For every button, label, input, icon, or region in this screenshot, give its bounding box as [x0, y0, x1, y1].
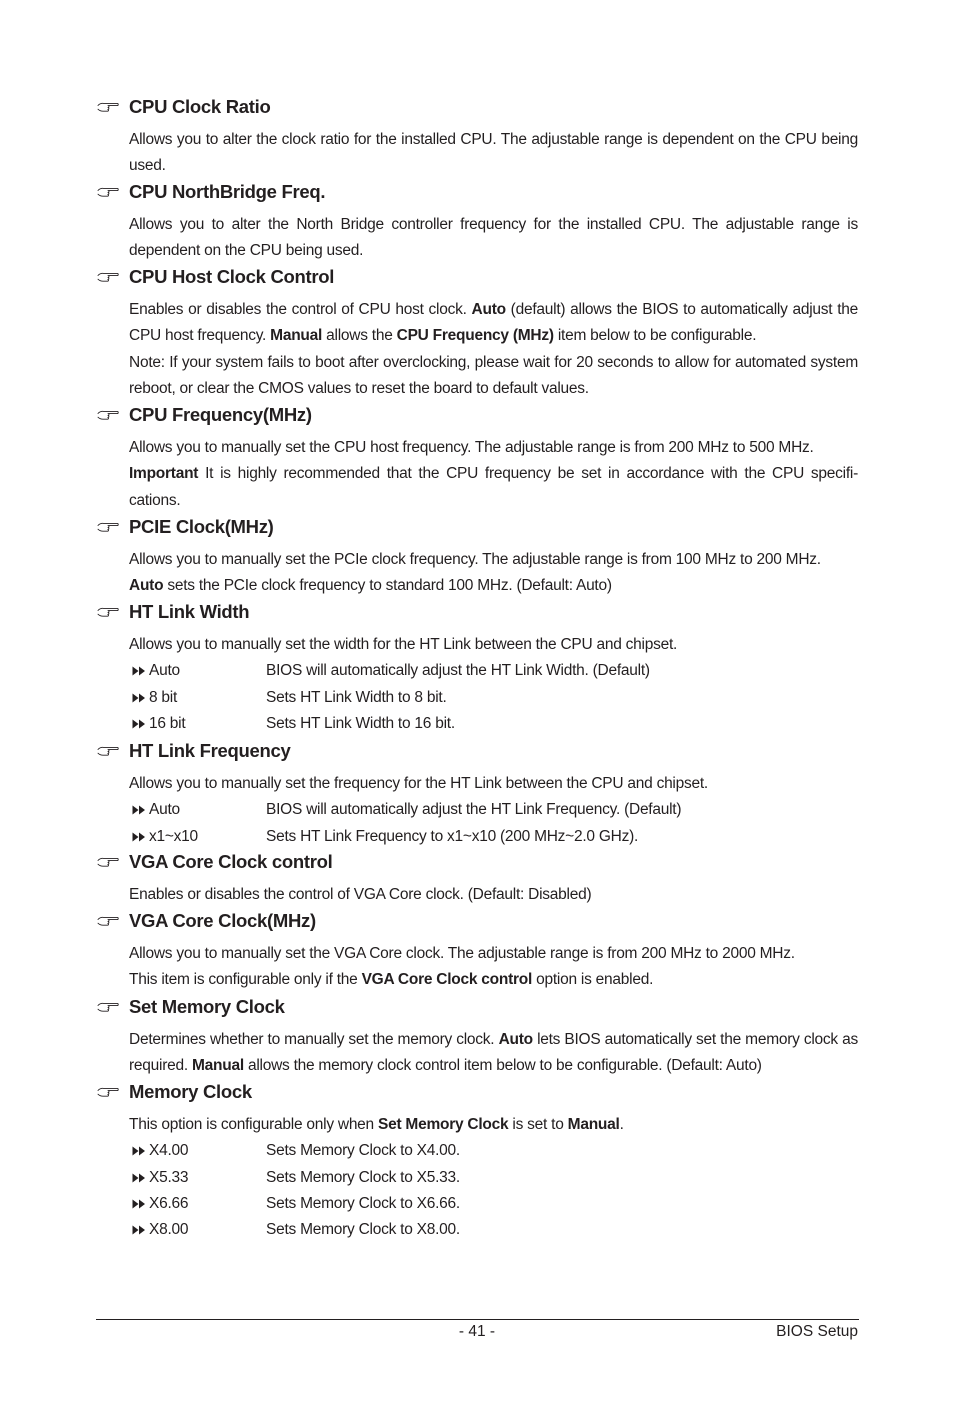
- description-paragraph: [129, 435, 858, 461]
- setting-heading: [97, 851, 858, 873]
- text-run: option is enabled.: [532, 971, 654, 989]
- pointing-hand-icon: [97, 913, 119, 927]
- option-row: [129, 797, 858, 823]
- text-run: This option is configurable only when: [129, 1116, 378, 1133]
- double-arrow-icon: [132, 666, 146, 676]
- option-row: [129, 711, 858, 737]
- description-paragraph: [129, 941, 858, 967]
- setting-section: [97, 740, 858, 850]
- text-run: Allows you to alter the clock ratio for the installed CPU. The adjustable range is dependent on the CPU being used.: [129, 131, 858, 175]
- setting-heading: [97, 181, 858, 203]
- pointing-hand-icon: [97, 184, 119, 198]
- option-value: X8.00: [149, 1221, 189, 1239]
- text-run: Allows you to manually set the width for the HT Link between the CPU and chipset.: [129, 636, 678, 653]
- bold-term: VGA Core Clock control: [361, 971, 533, 989]
- setting-description: [129, 882, 858, 908]
- double-arrow-icon: [132, 1225, 146, 1235]
- option-description: Sets Memory Clock to X8.00.: [266, 1221, 460, 1239]
- pointing-hand-icon: [97, 604, 119, 618]
- text-run: This item is configurable only if the: [129, 971, 362, 989]
- setting-title: CPU NorthBridge Freq.: [129, 181, 326, 202]
- option-value: X6.66: [149, 1194, 189, 1212]
- setting-title: VGA Core Clock(MHz): [129, 910, 316, 931]
- pointing-hand-icon: [97, 854, 119, 868]
- option-row: [129, 1165, 858, 1191]
- option-value: Auto: [149, 662, 180, 680]
- option-description: Sets Memory Clock to X4.00.: [266, 1142, 460, 1160]
- pointing-hand-icon: [97, 99, 119, 113]
- setting-heading: [97, 996, 858, 1018]
- setting-description: [129, 632, 858, 737]
- setting-description: [129, 771, 858, 850]
- bold-term: Manual: [191, 1057, 244, 1075]
- option-description: BIOS will automatically adjust the HT Link Frequency. (Default): [266, 801, 682, 819]
- text-run: It is highly recommended that the CPU frequency be set in accordance with the CPU specifi-cations.: [129, 465, 858, 509]
- double-arrow-icon: [132, 693, 146, 703]
- description-paragraph: [129, 212, 858, 265]
- text-run: Note: If your system fails to boot after overclocking, please wait for 20 seconds to allow for automated system reboot, or clear the CMOS values to reset the board to default values.: [129, 353, 858, 397]
- setting-title: Memory Clock: [129, 1081, 252, 1102]
- text-run: (default) allows the BIOS to automatically adjust the CPU host frequency.: [129, 301, 859, 345]
- option-description: Sets HT Link Width to 8 bit.: [266, 688, 447, 706]
- page-number: - 41 -: [458, 1323, 496, 1340]
- bold-term: Manual: [270, 327, 323, 345]
- option-row: [129, 1191, 858, 1217]
- double-arrow-icon: [132, 805, 146, 815]
- option-description: Sets Memory Clock to X6.66.: [266, 1194, 460, 1212]
- setting-section: [97, 96, 858, 180]
- bold-term: Auto: [471, 301, 506, 318]
- setting-heading: [97, 516, 858, 538]
- bold-term: Auto: [129, 577, 164, 595]
- setting-section: [97, 516, 858, 600]
- description-paragraph: [129, 771, 858, 797]
- option-row: [129, 685, 858, 711]
- description-paragraph: [129, 882, 858, 908]
- double-arrow-icon: [132, 719, 146, 729]
- option-value: 16 bit: [149, 714, 186, 732]
- description-paragraph: [129, 350, 858, 403]
- setting-title: CPU Host Clock Control: [129, 266, 335, 287]
- setting-title: HT Link Width: [129, 601, 250, 622]
- setting-section: [97, 181, 858, 265]
- option-description: Sets Memory Clock to X5.33.: [266, 1168, 460, 1186]
- description-paragraph: [129, 297, 858, 350]
- text-run: Allows you to alter the North Bridge controller frequency for the installed CPU. The adjustable range is dependent on the CPU being used.: [129, 216, 858, 260]
- option-description: BIOS will automatically adjust the HT Link Width. (Default): [266, 662, 650, 680]
- option-value: x1~x10: [149, 827, 198, 845]
- description-paragraph: [129, 1027, 858, 1080]
- option-value: X4.00: [149, 1142, 189, 1160]
- setting-section: [97, 1081, 858, 1243]
- description-paragraph: [129, 573, 858, 599]
- setting-heading: [97, 740, 858, 762]
- option-row: [129, 1138, 858, 1164]
- setting-section: [97, 404, 858, 514]
- setting-heading: [97, 266, 858, 288]
- double-arrow-icon: [132, 1146, 146, 1156]
- footer-section-name: BIOS Setup: [776, 1323, 858, 1340]
- text-run: Allows you to manually set the frequency for the HT Link between the CPU and chipset.: [129, 775, 708, 792]
- setting-description: [129, 1112, 858, 1243]
- text-run: allows the memory clock control item below to be configurable. (Default: Auto): [243, 1057, 762, 1075]
- setting-title: CPU Clock Ratio: [129, 96, 271, 117]
- setting-heading: [97, 1081, 858, 1103]
- description-paragraph: [129, 1112, 858, 1138]
- double-arrow-icon: [132, 1199, 146, 1209]
- text-run: item below to be configurable.: [553, 327, 757, 345]
- bold-term: Set Memory Clock: [377, 1116, 509, 1133]
- setting-section: [97, 266, 858, 402]
- bold-term: Manual: [567, 1116, 620, 1133]
- pointing-hand-icon: [97, 1084, 119, 1098]
- option-row: [129, 1217, 858, 1243]
- setting-heading: [97, 910, 858, 932]
- description-paragraph: [129, 461, 858, 514]
- setting-title: CPU Frequency(MHz): [129, 404, 312, 425]
- bold-term: CPU Frequency (MHz): [396, 327, 554, 345]
- setting-description: [129, 212, 858, 265]
- text-run: sets the PCIe clock frequency to standard 100 MHz. (Default: Auto): [163, 577, 612, 595]
- setting-section: [97, 601, 858, 737]
- option-value: X5.33: [149, 1168, 189, 1186]
- text-run: Enables or disables the control of CPU host clock.: [129, 301, 472, 318]
- setting-title: Set Memory Clock: [129, 996, 285, 1017]
- setting-heading: [97, 404, 858, 426]
- text-run: Determines whether to manually set the memory clock.: [129, 1031, 499, 1048]
- bold-term: Auto: [498, 1031, 533, 1048]
- setting-heading: [97, 601, 858, 623]
- description-paragraph: [129, 127, 858, 180]
- text-run: Enables or disables the control of VGA Core clock. (Default: Disabled): [129, 886, 592, 903]
- description-paragraph: [129, 547, 858, 573]
- setting-description: [129, 297, 858, 402]
- setting-description: [129, 1027, 858, 1080]
- footer-rule: [96, 1319, 859, 1320]
- pointing-hand-icon: [97, 999, 119, 1013]
- setting-description: [129, 127, 858, 180]
- setting-description: [129, 435, 858, 514]
- double-arrow-icon: [132, 1173, 146, 1183]
- option-description: Sets HT Link Width to 16 bit.: [266, 714, 455, 732]
- option-row: [129, 824, 858, 850]
- description-paragraph: [129, 632, 858, 658]
- double-arrow-icon: [132, 832, 146, 842]
- option-value: Auto: [149, 801, 180, 819]
- setting-section: [97, 910, 858, 994]
- setting-title: HT Link Frequency: [129, 740, 291, 761]
- pointing-hand-icon: [97, 519, 119, 533]
- setting-section: [97, 996, 858, 1080]
- pointing-hand-icon: [97, 743, 119, 757]
- setting-description: [129, 941, 858, 994]
- text-run: allows the: [322, 327, 397, 345]
- bold-term: Important: [129, 465, 199, 483]
- description-paragraph: [129, 967, 858, 993]
- setting-title: PCIE Clock(MHz): [129, 516, 274, 537]
- setting-description: [129, 547, 858, 600]
- setting-title: VGA Core Clock control: [129, 851, 333, 872]
- pointing-hand-icon: [97, 269, 119, 283]
- text-run: Allows you to manually set the PCIe clock frequency. The adjustable range is from 100 MHz to 200 MHz.: [129, 551, 821, 568]
- text-run: is set to: [508, 1116, 568, 1133]
- setting-heading: [97, 96, 858, 118]
- text-run: lets BIOS automatically set the memory clock as required.: [129, 1031, 858, 1075]
- text-run: Allows you to manually set the VGA Core clock. The adjustable range is from 200 MHz to 2000 MHz.: [129, 945, 795, 962]
- pointing-hand-icon: [97, 407, 119, 421]
- option-description: Sets HT Link Frequency to x1~x10 (200 MHz~2.0 GHz).: [266, 827, 639, 845]
- text-run: .: [619, 1116, 624, 1133]
- setting-section: [97, 851, 858, 908]
- text-run: Allows you to manually set the CPU host frequency. The adjustable range is from 200 MHz to 500 MHz.: [129, 439, 814, 456]
- option-value: 8 bit: [149, 688, 178, 706]
- option-row: [129, 658, 858, 684]
